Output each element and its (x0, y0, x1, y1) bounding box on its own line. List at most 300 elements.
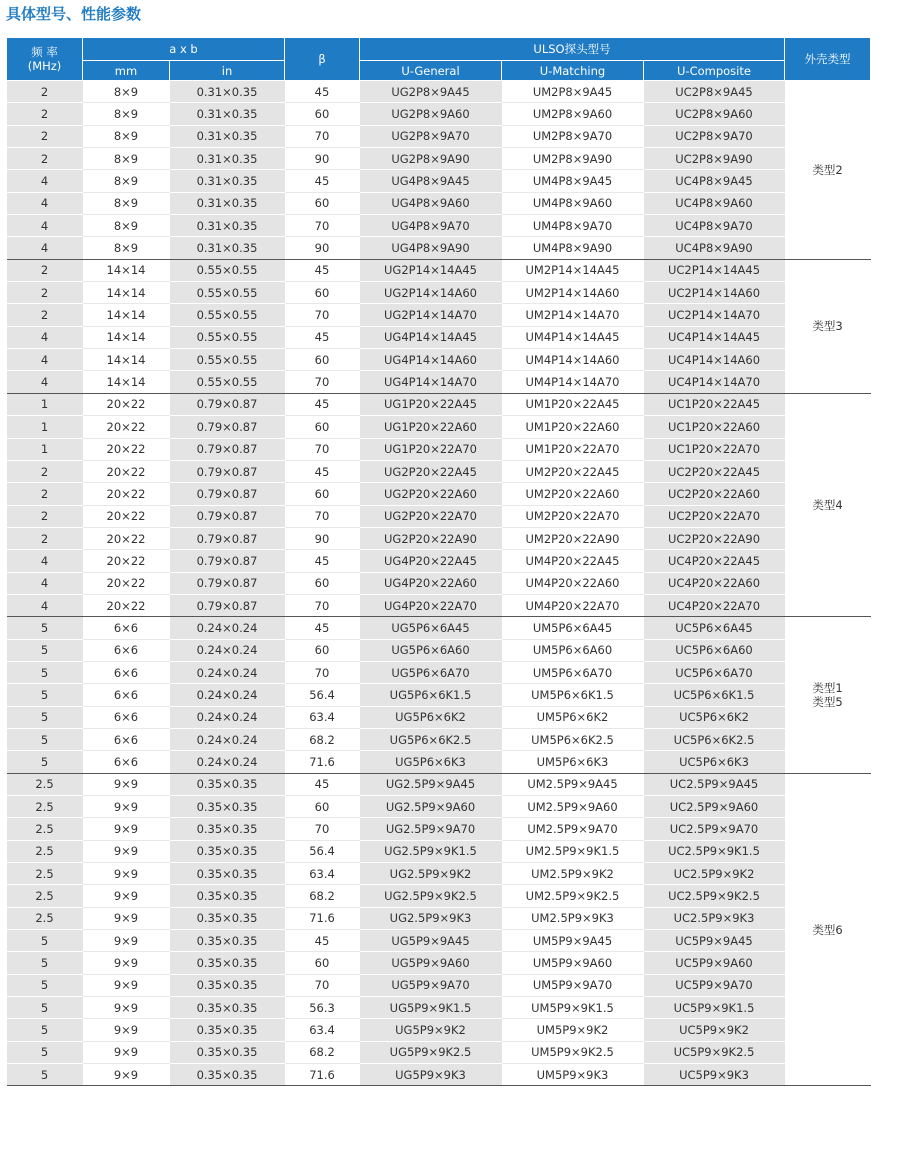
mm-cell: 8×9 (83, 125, 170, 147)
shell-type-cell (785, 81, 871, 260)
u-general-cell: UG2P8×9A60 (360, 103, 502, 125)
mm-cell: 14×14 (83, 259, 170, 281)
frequency-cell: 5 (7, 930, 83, 952)
u-general-cell: UG4P8×9A45 (360, 170, 502, 192)
table-body (7, 81, 871, 1086)
u-matching-cell: UM5P6×6K3 (502, 751, 644, 773)
u-general-cell: UG1P20×22A60 (360, 416, 502, 438)
frequency-cell: 5 (7, 728, 83, 750)
beta-cell: 71.6 (285, 751, 360, 773)
u-general-cell: UG5P6×6K2.5 (360, 728, 502, 750)
shell-type-label: 类型6 (812, 922, 843, 937)
table-row (7, 863, 871, 885)
mm-cell: 20×22 (83, 550, 170, 572)
frequency-cell: 2 (7, 527, 83, 549)
u-composite-cell: UC4P20×22A70 (644, 594, 785, 616)
table-row (7, 371, 871, 393)
table-row (7, 840, 871, 862)
in-cell: 0.35×0.35 (170, 773, 285, 795)
u-matching-cell: UM4P8×9A60 (502, 192, 644, 214)
table-row (7, 1064, 871, 1086)
mm-cell: 20×22 (83, 527, 170, 549)
table-row (7, 661, 871, 683)
mm-cell: 8×9 (83, 170, 170, 192)
beta-cell: 90 (285, 527, 360, 549)
frequency-cell: 4 (7, 215, 83, 237)
mm-cell: 6×6 (83, 617, 170, 639)
header-u-general: U-General (360, 61, 502, 81)
u-composite-cell: UC2.5P9×9K3 (644, 907, 785, 929)
in-cell: 0.55×0.55 (170, 349, 285, 371)
u-general-cell: UG4P14×14A45 (360, 326, 502, 348)
beta-cell: 45 (285, 81, 360, 103)
u-composite-cell: UC4P14×14A70 (644, 371, 785, 393)
u-general-cell: UG4P20×22A45 (360, 550, 502, 572)
u-composite-cell: UC2.5P9×9K2 (644, 863, 785, 885)
u-general-cell: UG2P20×22A70 (360, 505, 502, 527)
u-composite-cell: UC5P6×6A70 (644, 661, 785, 683)
frequency-cell: 2 (7, 460, 83, 482)
u-matching-cell: UM4P8×9A70 (502, 215, 644, 237)
u-matching-cell: UM2P8×9A90 (502, 148, 644, 170)
u-composite-cell: UC5P9×9A45 (644, 930, 785, 952)
beta-cell: 45 (285, 617, 360, 639)
u-composite-cell: UC2P20×22A60 (644, 483, 785, 505)
u-matching-cell: UM2P20×22A90 (502, 527, 644, 549)
u-matching-cell: UM1P20×22A60 (502, 416, 644, 438)
u-matching-cell: UM1P20×22A45 (502, 393, 644, 415)
u-matching-cell: UM1P20×22A70 (502, 438, 644, 460)
frequency-cell: 5 (7, 1041, 83, 1063)
beta-cell: 56.4 (285, 840, 360, 862)
table-row (7, 103, 871, 125)
frequency-cell: 5 (7, 639, 83, 661)
in-cell: 0.24×0.24 (170, 706, 285, 728)
table-header (7, 38, 871, 81)
u-composite-cell: UC4P14×14A45 (644, 326, 785, 348)
frequency-cell: 4 (7, 572, 83, 594)
u-composite-cell: UC5P6×6K2.5 (644, 728, 785, 750)
u-matching-cell: UM5P6×6K2.5 (502, 728, 644, 750)
mm-cell: 9×9 (83, 863, 170, 885)
u-general-cell: UG1P20×22A45 (360, 393, 502, 415)
shell-type-label: 类型2 (812, 162, 843, 177)
header-beta: β (285, 38, 360, 81)
page-title: 具体型号、性能参数 (6, 5, 142, 23)
beta-cell: 70 (285, 304, 360, 326)
u-composite-cell: UC2.5P9×9K1.5 (644, 840, 785, 862)
shell-type-cell (785, 393, 871, 616)
u-composite-cell: UC2P14×14A45 (644, 259, 785, 281)
u-general-cell: UG5P6×6A70 (360, 661, 502, 683)
u-composite-cell: UC2.5P9×9A70 (644, 818, 785, 840)
beta-cell: 45 (285, 393, 360, 415)
table-row (7, 706, 871, 728)
in-cell: 0.79×0.87 (170, 550, 285, 572)
in-cell: 0.31×0.35 (170, 148, 285, 170)
u-general-cell: UG5P6×6K1.5 (360, 684, 502, 706)
mm-cell: 20×22 (83, 594, 170, 616)
beta-cell: 63.4 (285, 863, 360, 885)
mm-cell: 20×22 (83, 460, 170, 482)
header-u-composite: U-Composite (644, 61, 785, 81)
in-cell: 0.31×0.35 (170, 237, 285, 259)
beta-cell: 45 (285, 326, 360, 348)
mm-cell: 9×9 (83, 1019, 170, 1041)
header-in: in (170, 61, 285, 81)
u-matching-cell: UM5P9×9K2.5 (502, 1041, 644, 1063)
shell-type-label: 类型4 (812, 498, 843, 513)
table-row (7, 282, 871, 304)
u-composite-cell: UC2.5P9×9K2.5 (644, 885, 785, 907)
u-general-cell: UG2.5P9×9K2.5 (360, 885, 502, 907)
table-row (7, 885, 871, 907)
in-cell: 0.79×0.87 (170, 505, 285, 527)
frequency-cell: 5 (7, 617, 83, 639)
in-cell: 0.79×0.87 (170, 416, 285, 438)
u-general-cell: UG2.5P9×9K2 (360, 863, 502, 885)
u-matching-cell: UM2.5P9×9K2 (502, 863, 644, 885)
table-row (7, 1019, 871, 1041)
u-matching-cell: UM2P20×22A45 (502, 460, 644, 482)
shell-type-cell (785, 617, 871, 773)
frequency-cell: 2 (7, 304, 83, 326)
u-general-cell: UG2P8×9A90 (360, 148, 502, 170)
u-general-cell: UG5P9×9K2.5 (360, 1041, 502, 1063)
frequency-cell: 4 (7, 349, 83, 371)
u-composite-cell: UC5P6×6A60 (644, 639, 785, 661)
header-mm: mm (83, 61, 170, 81)
u-matching-cell: UM4P8×9A90 (502, 237, 644, 259)
in-cell: 0.24×0.24 (170, 661, 285, 683)
beta-cell: 60 (285, 103, 360, 125)
u-composite-cell: UC1P20×22A60 (644, 416, 785, 438)
u-general-cell: UG4P8×9A60 (360, 192, 502, 214)
table-row (7, 550, 871, 572)
u-matching-cell: UM2.5P9×9K3 (502, 907, 644, 929)
mm-cell: 20×22 (83, 438, 170, 460)
frequency-cell: 2 (7, 505, 83, 527)
u-matching-cell: UM2P20×22A70 (502, 505, 644, 527)
u-composite-cell: UC2P14×14A70 (644, 304, 785, 326)
table-row (7, 572, 871, 594)
mm-cell: 8×9 (83, 103, 170, 125)
table-row (7, 259, 871, 281)
beta-cell: 70 (285, 125, 360, 147)
beta-cell: 60 (285, 639, 360, 661)
table-row (7, 907, 871, 929)
in-cell: 0.35×0.35 (170, 863, 285, 885)
beta-cell: 60 (285, 572, 360, 594)
u-general-cell: UG5P9×9A45 (360, 930, 502, 952)
u-matching-cell: UM2.5P9×9A60 (502, 796, 644, 818)
u-composite-cell: UC5P6×6K2 (644, 706, 785, 728)
in-cell: 0.35×0.35 (170, 974, 285, 996)
mm-cell: 9×9 (83, 885, 170, 907)
in-cell: 0.35×0.35 (170, 885, 285, 907)
table-row (7, 505, 871, 527)
u-general-cell: UG2P14×14A60 (360, 282, 502, 304)
in-cell: 0.35×0.35 (170, 952, 285, 974)
beta-cell: 68.2 (285, 885, 360, 907)
beta-cell: 68.2 (285, 728, 360, 750)
shell-type-label: 类型1 (812, 680, 843, 695)
frequency-cell: 5 (7, 1019, 83, 1041)
frequency-cell: 5 (7, 952, 83, 974)
u-composite-cell: UC5P6×6A45 (644, 617, 785, 639)
table-row (7, 438, 871, 460)
frequency-cell: 5 (7, 997, 83, 1019)
u-matching-cell: UM2P8×9A45 (502, 81, 644, 103)
u-general-cell: UG2P20×22A45 (360, 460, 502, 482)
in-cell: 0.35×0.35 (170, 1064, 285, 1086)
in-cell: 0.31×0.35 (170, 103, 285, 125)
frequency-cell: 5 (7, 1064, 83, 1086)
frequency-cell: 2.5 (7, 840, 83, 862)
u-composite-cell: UC4P8×9A45 (644, 170, 785, 192)
beta-cell: 68.2 (285, 1041, 360, 1063)
u-composite-cell: UC1P20×22A45 (644, 393, 785, 415)
frequency-cell: 2 (7, 81, 83, 103)
table-row (7, 237, 871, 259)
mm-cell: 14×14 (83, 326, 170, 348)
table-row (7, 930, 871, 952)
u-composite-cell: UC4P20×22A45 (644, 550, 785, 572)
u-general-cell: UG4P14×14A70 (360, 371, 502, 393)
u-composite-cell: UC2P8×9A70 (644, 125, 785, 147)
beta-cell: 60 (285, 952, 360, 974)
mm-cell: 6×6 (83, 751, 170, 773)
u-general-cell: UG2P8×9A45 (360, 81, 502, 103)
beta-cell: 71.6 (285, 907, 360, 929)
mm-cell: 20×22 (83, 393, 170, 415)
table-row (7, 997, 871, 1019)
u-composite-cell: UC5P9×9K1.5 (644, 997, 785, 1019)
u-matching-cell: UM2P14×14A60 (502, 282, 644, 304)
u-composite-cell: UC5P9×9K2 (644, 1019, 785, 1041)
mm-cell: 6×6 (83, 639, 170, 661)
frequency-cell: 5 (7, 661, 83, 683)
u-composite-cell: UC2P8×9A60 (644, 103, 785, 125)
table-row (7, 215, 871, 237)
u-matching-cell: UM5P6×6K1.5 (502, 684, 644, 706)
u-general-cell: UG2.5P9×9K3 (360, 907, 502, 929)
frequency-cell: 2.5 (7, 773, 83, 795)
u-matching-cell: UM5P9×9K2 (502, 1019, 644, 1041)
in-cell: 0.35×0.35 (170, 930, 285, 952)
mm-cell: 8×9 (83, 192, 170, 214)
u-composite-cell: UC1P20×22A70 (644, 438, 785, 460)
in-cell: 0.31×0.35 (170, 170, 285, 192)
u-general-cell: UG4P8×9A70 (360, 215, 502, 237)
beta-cell: 60 (285, 282, 360, 304)
frequency-cell: 4 (7, 550, 83, 572)
u-general-cell: UG5P9×9K1.5 (360, 997, 502, 1019)
beta-cell: 45 (285, 170, 360, 192)
shell-type-cell (785, 773, 871, 1086)
frequency-cell: 2.5 (7, 907, 83, 929)
mm-cell: 6×6 (83, 661, 170, 683)
mm-cell: 14×14 (83, 371, 170, 393)
u-matching-cell: UM4P14×14A45 (502, 326, 644, 348)
u-composite-cell: UC2P20×22A90 (644, 527, 785, 549)
mm-cell: 14×14 (83, 349, 170, 371)
frequency-cell: 2 (7, 282, 83, 304)
beta-cell: 45 (285, 773, 360, 795)
u-matching-cell: UM4P20×22A60 (502, 572, 644, 594)
table-row (7, 751, 871, 773)
mm-cell: 6×6 (83, 706, 170, 728)
u-general-cell: UG5P6×6K3 (360, 751, 502, 773)
beta-cell: 70 (285, 215, 360, 237)
frequency-cell: 2.5 (7, 818, 83, 840)
table-row (7, 1041, 871, 1063)
in-cell: 0.79×0.87 (170, 438, 285, 460)
u-general-cell: UG1P20×22A70 (360, 438, 502, 460)
u-general-cell: UG5P9×9K2 (360, 1019, 502, 1041)
table-row (7, 527, 871, 549)
in-cell: 0.35×0.35 (170, 840, 285, 862)
mm-cell: 9×9 (83, 930, 170, 952)
frequency-cell: 2 (7, 103, 83, 125)
beta-cell: 56.4 (285, 684, 360, 706)
beta-cell: 70 (285, 594, 360, 616)
spec-table (6, 37, 871, 1086)
in-cell: 0.24×0.24 (170, 617, 285, 639)
table-row (7, 818, 871, 840)
u-general-cell: UG5P9×9A60 (360, 952, 502, 974)
mm-cell: 9×9 (83, 840, 170, 862)
u-composite-cell: UC5P9×9K2.5 (644, 1041, 785, 1063)
mm-cell: 9×9 (83, 796, 170, 818)
table-row (7, 483, 871, 505)
u-matching-cell: UM2P14×14A70 (502, 304, 644, 326)
in-cell: 0.79×0.87 (170, 483, 285, 505)
beta-cell: 90 (285, 148, 360, 170)
table-row (7, 728, 871, 750)
frequency-cell: 5 (7, 751, 83, 773)
u-matching-cell: UM2P8×9A60 (502, 103, 644, 125)
table-row (7, 326, 871, 348)
u-matching-cell: UM4P20×22A70 (502, 594, 644, 616)
beta-cell: 60 (285, 349, 360, 371)
table-row (7, 639, 871, 661)
mm-cell: 9×9 (83, 773, 170, 795)
frequency-cell: 2 (7, 259, 83, 281)
frequency-cell: 2 (7, 148, 83, 170)
in-cell: 0.24×0.24 (170, 728, 285, 750)
beta-cell: 60 (285, 192, 360, 214)
in-cell: 0.55×0.55 (170, 259, 285, 281)
mm-cell: 20×22 (83, 505, 170, 527)
table-row (7, 773, 871, 795)
beta-cell: 70 (285, 661, 360, 683)
u-general-cell: UG2P14×14A70 (360, 304, 502, 326)
u-matching-cell: UM5P6×6A45 (502, 617, 644, 639)
u-general-cell: UG2.5P9×9A60 (360, 796, 502, 818)
table-row (7, 617, 871, 639)
u-matching-cell: UM2P20×22A60 (502, 483, 644, 505)
frequency-cell: 1 (7, 393, 83, 415)
u-matching-cell: UM2.5P9×9K2.5 (502, 885, 644, 907)
table-row (7, 170, 871, 192)
u-composite-cell: UC5P9×9A60 (644, 952, 785, 974)
table-row (7, 304, 871, 326)
u-general-cell: UG5P6×6A60 (360, 639, 502, 661)
beta-cell: 45 (285, 930, 360, 952)
u-general-cell: UG4P14×14A60 (360, 349, 502, 371)
header-frequency: 频 率 (MHz) (7, 38, 83, 81)
u-general-cell: UG5P9×9A70 (360, 974, 502, 996)
u-matching-cell: UM2.5P9×9K1.5 (502, 840, 644, 862)
frequency-cell: 5 (7, 974, 83, 996)
frequency-cell: 2 (7, 483, 83, 505)
beta-cell: 70 (285, 371, 360, 393)
mm-cell: 20×22 (83, 483, 170, 505)
beta-cell: 63.4 (285, 1019, 360, 1041)
in-cell: 0.31×0.35 (170, 81, 285, 103)
u-general-cell: UG2.5P9×9A70 (360, 818, 502, 840)
frequency-cell: 4 (7, 326, 83, 348)
beta-cell: 60 (285, 796, 360, 818)
u-general-cell: UG2.5P9×9K1.5 (360, 840, 502, 862)
frequency-cell: 5 (7, 684, 83, 706)
beta-cell: 45 (285, 259, 360, 281)
in-cell: 0.35×0.35 (170, 997, 285, 1019)
in-cell: 0.35×0.35 (170, 1019, 285, 1041)
table-row (7, 974, 871, 996)
u-matching-cell: UM5P6×6A70 (502, 661, 644, 683)
frequency-cell: 5 (7, 706, 83, 728)
u-composite-cell: UC4P20×22A60 (644, 572, 785, 594)
in-cell: 0.35×0.35 (170, 907, 285, 929)
beta-cell: 60 (285, 483, 360, 505)
table-row (7, 796, 871, 818)
mm-cell: 8×9 (83, 81, 170, 103)
u-general-cell: UG2.5P9×9A45 (360, 773, 502, 795)
u-matching-cell: UM4P8×9A45 (502, 170, 644, 192)
u-general-cell: UG4P8×9A90 (360, 237, 502, 259)
in-cell: 0.79×0.87 (170, 460, 285, 482)
u-composite-cell: UC2P8×9A45 (644, 81, 785, 103)
u-matching-cell: UM5P9×9K3 (502, 1064, 644, 1086)
u-composite-cell: UC4P8×9A90 (644, 237, 785, 259)
u-general-cell: UG5P6×6A45 (360, 617, 502, 639)
in-cell: 0.24×0.24 (170, 751, 285, 773)
table-row (7, 684, 871, 706)
u-matching-cell: UM5P6×6A60 (502, 639, 644, 661)
in-cell: 0.55×0.55 (170, 326, 285, 348)
u-composite-cell: UC5P9×9K3 (644, 1064, 785, 1086)
table-row (7, 192, 871, 214)
u-matching-cell: UM4P20×22A45 (502, 550, 644, 572)
mm-cell: 20×22 (83, 572, 170, 594)
u-composite-cell: UC4P8×9A70 (644, 215, 785, 237)
mm-cell: 9×9 (83, 974, 170, 996)
u-composite-cell: UC2P20×22A45 (644, 460, 785, 482)
in-cell: 0.24×0.24 (170, 639, 285, 661)
frequency-cell: 2.5 (7, 796, 83, 818)
beta-cell: 45 (285, 550, 360, 572)
beta-cell: 63.4 (285, 706, 360, 728)
table-row (7, 81, 871, 103)
u-composite-cell: UC5P6×6K1.5 (644, 684, 785, 706)
u-composite-cell: UC5P9×9A70 (644, 974, 785, 996)
u-general-cell: UG4P20×22A60 (360, 572, 502, 594)
mm-cell: 8×9 (83, 237, 170, 259)
table-row (7, 416, 871, 438)
shell-type-cell (785, 259, 871, 393)
